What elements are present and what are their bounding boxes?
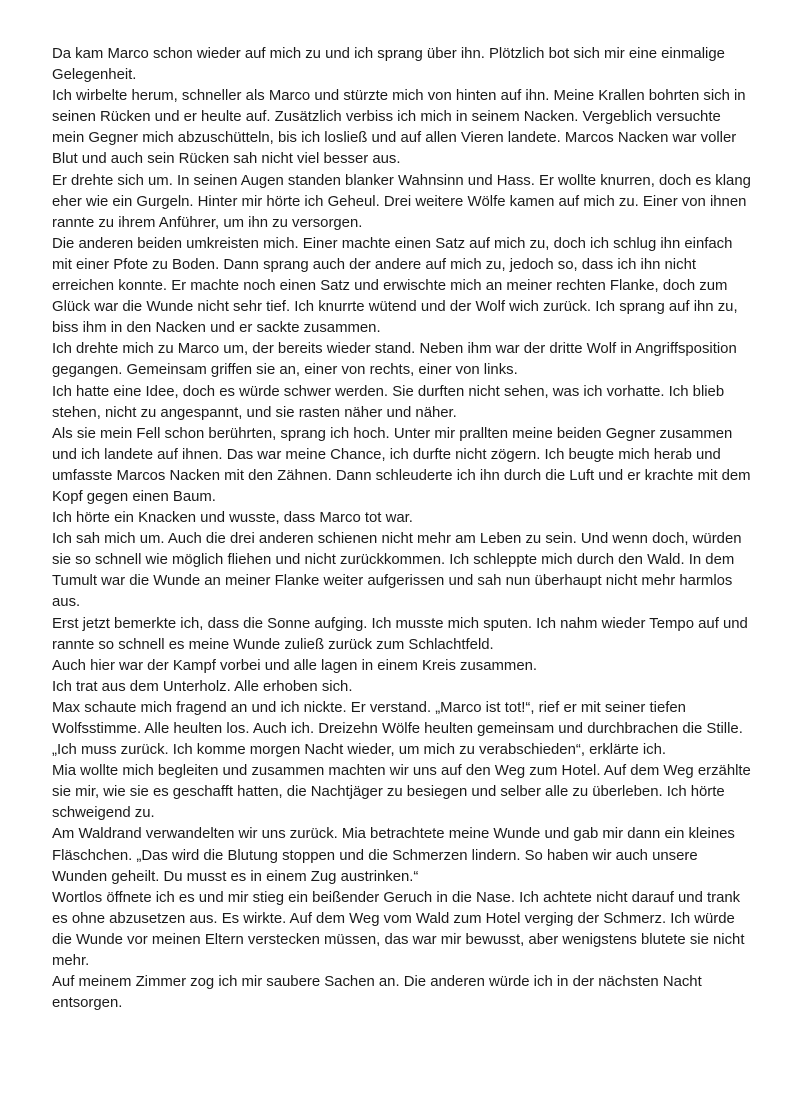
paragraph: Auf meinem Zimmer zog ich mir saubere Sachen an. Die anderen würde ich in der nächsten Nacht entsorgen.: [52, 974, 702, 1012]
paragraph: Max schaute mich fragend an und ich nickte. Er verstand. „Marco ist tot!“, rief er mit seiner tiefen Wolfsstimme. Alle heulten los. Auch ich. Dreizehn Wölfe heulten gemeinsam und durchbrachen die Stille.: [52, 699, 743, 737]
paragraph: Er drehte sich um. In seinen Augen standen blanker Wahnsinn und Hass. Er wollte knurren, doch es klang eher wie ein Gurgeln. Hinter mir hörte ich Geheul. Drei weitere Wölfe kamen auf mich zu. Einer von ihnen rannte zu ihrem Anführer, um ihn zu versorgen.: [52, 172, 751, 231]
paragraph: Ich hörte ein Knacken und wusste, dass Marco tot war.: [52, 510, 413, 527]
paragraph: Auch hier war der Kampf vorbei und alle lagen in einem Kreis zusammen.: [52, 657, 538, 674]
paragraph: Am Waldrand verwandelten wir uns zurück. Mia betrachtete meine Wunde und gab mir dann ein kleines Fläschchen. „Das wird die Blutung stoppen und die Schmerzen lindern. So haben wir auch unsere Wunden geheilt. Du musst es in einem Zug austrinken.“: [52, 826, 735, 885]
paragraph: Ich drehte mich zu Marco um, der bereits wieder stand. Neben ihm war der dritte Wolf in Angriffsposition gegangen. Gemeinsam griffen sie an, einer von rechts, einer von links.: [52, 341, 737, 379]
paragraph: Wortlos öffnete ich es und mir stieg ein beißender Geruch in die Nase. Ich achtete nicht darauf und trank es ohne abzusetzen aus. Es wirkte. Auf dem Weg vom Wald zum Hotel verging der Schmerz. Ich würde die Wunde vor meinen Eltern verstecken müssen, das war mir bewusst, aber wenigstens blutete sie nicht mehr.: [52, 889, 745, 970]
paragraph: Ich trat aus dem Unterholz. Alle erhoben sich.: [52, 678, 353, 695]
paragraph: Als sie mein Fell schon berührten, sprang ich hoch. Unter mir prallten meine beiden Gegner zusammen und ich landete auf ihnen. Das war meine Chance, ich durfte nicht zögern. Ich beugte mich herab und umfasste Marcos Nacken mit den Zähnen. Dann schleuderte ich ihn durch die Luft und er krachte mit dem Kopf gegen einen Baum.: [52, 425, 751, 505]
paragraph: Erst jetzt bemerkte ich, dass die Sonne aufging. Ich musste mich sputen. Ich nahm wieder Tempo auf und rannte so schnell es meine Wunde zuließ zurück zum Schlachtfeld.: [52, 615, 748, 653]
paragraph: „Ich muss zurück. Ich komme morgen Nacht wieder, um mich zu verabschieden“, erklärte ich.: [52, 742, 667, 759]
story-text-body: [52, 44, 752, 1014]
paragraph: Ich sah mich um. Auch die drei anderen schienen nicht mehr am Leben zu sein. Und wenn doch, würden sie so schnell wie möglich fliehen und nicht zurückkommen. Ich schleppte mich durch den Wald. In dem Tumult war die Wunde an meiner Flanke weiter aufgerissen und sah nun überhaupt nicht mehr harmlos aus.: [52, 531, 742, 611]
paragraph: Die anderen beiden umkreisten mich. Einer machte einen Satz auf mich zu, doch ich schlug ihn einfach mit einer Pfote zu Boden. Dann sprang auch der andere auf mich zu, jedoch so, dass ich ihn nicht erreichen konnte. Er machte noch einen Satz und erwischte mich an meiner rechten Flanke, doch zum Glück war die Wunde nicht sehr tief. Ich knurrte wütend und der Wolf wich zurück. Ich sprang auf ihn zu, biss ihm in den Nacken und er sackte zusammen.: [52, 235, 738, 337]
paragraph: Ich hatte eine Idee, doch es würde schwer werden. Sie durften nicht sehen, was ich vorhatte. Ich blieb stehen, nicht zu angespannt, und sie rasten näher und näher.: [52, 383, 725, 421]
paragraph: Mia wollte mich begleiten und zusammen machten wir uns auf den Weg zum Hotel. Auf dem Weg erzählte sie mir, wie sie es geschafft hatten, die Nachtjäger zu besiegen und selber alle zu überleben. Ich hörte schweigend zu.: [52, 763, 751, 822]
paragraph: Ich wirbelte herum, schneller als Marco und stürzte mich von hinten auf ihn. Meine Krallen bohrten sich in seinen Rücken und er heulte auf. Zusätzlich verbiss ich mich in seinem Nacken. Vergeblich versuchte mein Gegner mich abzuschütteln, bis ich losließ und auf allen Vieren landete. Marcos Nacken war voller Blut und auch sein Rücken sah nicht viel besser aus.: [52, 88, 746, 168]
paragraph: Da kam Marco schon wieder auf mich zu und ich sprang über ihn. Plötzlich bot sich mir eine einmalige Gelegenheit.: [52, 46, 725, 84]
